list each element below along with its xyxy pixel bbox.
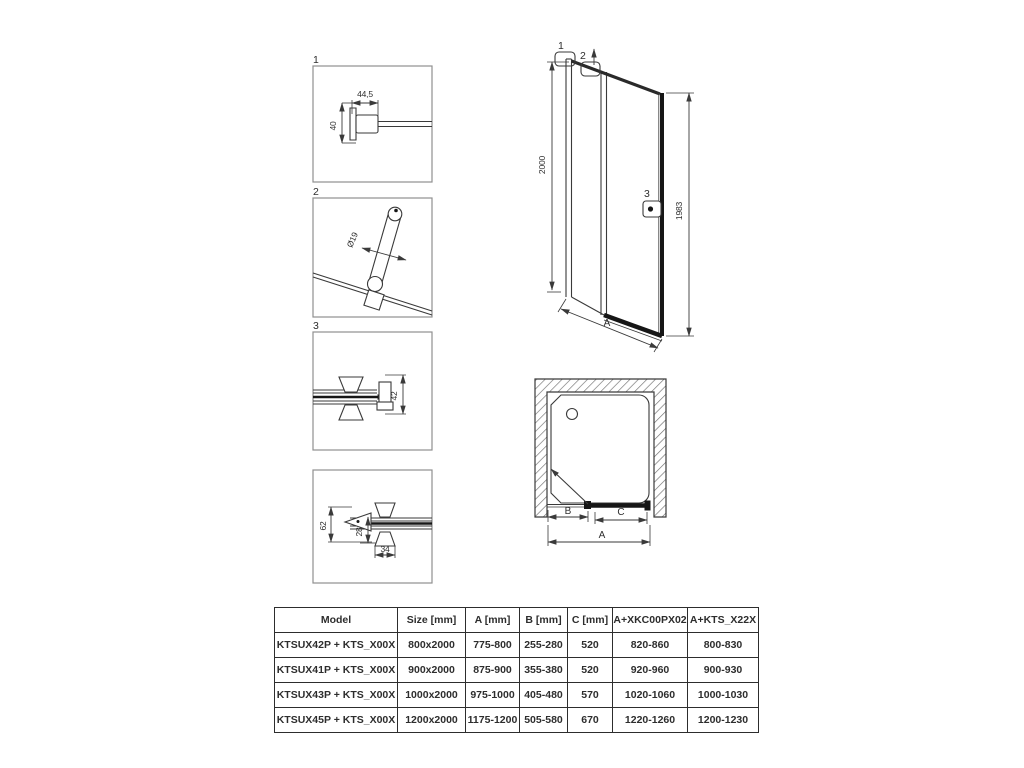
kts-cell: 900-930 xyxy=(688,658,759,683)
screw-dot xyxy=(394,209,398,213)
support-bar-tube xyxy=(370,212,401,282)
header-xkc: A+XKC00PX02 xyxy=(613,608,688,633)
table-header-row xyxy=(275,608,759,633)
dim-b-label: B xyxy=(564,506,572,517)
c-cell: 520 xyxy=(568,658,613,683)
drain xyxy=(567,409,578,420)
size-cell: 800x2000 xyxy=(398,633,466,658)
detail-1-wall-profile xyxy=(313,54,432,182)
b-cell: 355-380 xyxy=(520,658,568,683)
table-row xyxy=(275,708,759,733)
kts-cell: 1200-1230 xyxy=(688,708,759,733)
kts-cell: 800-830 xyxy=(688,633,759,658)
model-cell: KTSUX41P + KTS_X00X xyxy=(275,658,398,683)
wall-bracket xyxy=(645,501,651,511)
model-cell: KTSUX43P + KTS_X00X xyxy=(275,683,398,708)
knob-bottom xyxy=(339,405,363,420)
width-dim-label: A xyxy=(603,318,611,329)
wall-flange xyxy=(350,108,356,140)
plan-view xyxy=(525,365,700,577)
detail-3-height-dim: 42 xyxy=(389,391,399,401)
xkc-cell: 1220-1260 xyxy=(613,708,688,733)
a-cell: 975-1000 xyxy=(466,683,520,708)
detail-2-support-bar xyxy=(313,186,432,317)
header-c: C [mm] xyxy=(568,608,613,633)
a-cell: 875-900 xyxy=(466,658,520,683)
c-cell: 670 xyxy=(568,708,613,733)
detail-1-width-dim: 44,5 xyxy=(357,89,373,99)
elevation-view xyxy=(525,35,705,360)
a-cell: 1175-1200 xyxy=(466,708,520,733)
glass-clamp xyxy=(364,290,384,310)
detail-2-number: 2 xyxy=(313,186,319,198)
detail-3-frame xyxy=(313,332,432,450)
detail-4-total-height-dim: 62 xyxy=(318,521,328,531)
detail-3-knob-section xyxy=(313,320,432,450)
header-b: B [mm] xyxy=(520,608,568,633)
panel-bottom-edge xyxy=(572,297,605,315)
b-cell: 255-280 xyxy=(520,633,568,658)
profile-body xyxy=(356,115,378,133)
total-height-dim: 2000 xyxy=(537,155,547,175)
b-cell: 405-480 xyxy=(520,683,568,708)
detail-4-inner-height-dim: 28 xyxy=(354,527,364,537)
elevation-callout-1: 1 xyxy=(558,40,564,52)
detail-1-number: 1 xyxy=(313,54,319,66)
xkc-cell: 920-960 xyxy=(613,658,688,683)
xkc-cell: 820-860 xyxy=(613,633,688,658)
dim-a-label: A xyxy=(598,530,606,541)
header-model: Model xyxy=(275,608,398,633)
detail-4-width-dim: 34 xyxy=(380,544,390,554)
xkc-cell: 1020-1060 xyxy=(613,683,688,708)
table-row xyxy=(275,633,759,658)
model-cell: KTSUX42P + KTS_X00X xyxy=(275,633,398,658)
header-a: A [mm] xyxy=(466,608,520,633)
detail-2-diameter-dim: Ø19 xyxy=(344,230,360,249)
size-cell: 1000x2000 xyxy=(398,683,466,708)
door-bottom-seal xyxy=(604,315,662,336)
table-row xyxy=(275,683,759,708)
b-cell: 505-580 xyxy=(520,708,568,733)
c-cell: 520 xyxy=(568,633,613,658)
detail-views-column xyxy=(300,40,440,600)
dim-c-label: C xyxy=(617,507,625,518)
header-kts: A+KTS_X22X xyxy=(688,608,759,633)
knob-dot xyxy=(648,206,653,211)
detail-1-height-dim: 40 xyxy=(328,121,338,131)
size-cell: 900x2000 xyxy=(398,658,466,683)
specifications-table xyxy=(274,607,759,733)
knob-top xyxy=(375,503,395,517)
screw-dot xyxy=(357,520,360,523)
table-row xyxy=(275,658,759,683)
shower-tray xyxy=(551,395,649,503)
detail-3-number: 3 xyxy=(313,320,319,332)
a-cell: 775-800 xyxy=(466,633,520,658)
support-bar xyxy=(572,61,661,94)
model-cell: KTSUX45P + KTS_X00X xyxy=(275,708,398,733)
size-cell: 1200x2000 xyxy=(398,708,466,733)
c-cell: 570 xyxy=(568,683,613,708)
elevation-callout-3: 3 xyxy=(644,188,650,200)
kts-cell: 1000-1030 xyxy=(688,683,759,708)
detail-4-bottom-section xyxy=(313,470,432,583)
profile-step xyxy=(377,402,393,410)
ball-joint xyxy=(368,277,383,292)
header-size: Size [mm] xyxy=(398,608,466,633)
glass-height-dim: 1983 xyxy=(674,201,684,221)
elevation-callout-2: 2 xyxy=(580,50,586,62)
